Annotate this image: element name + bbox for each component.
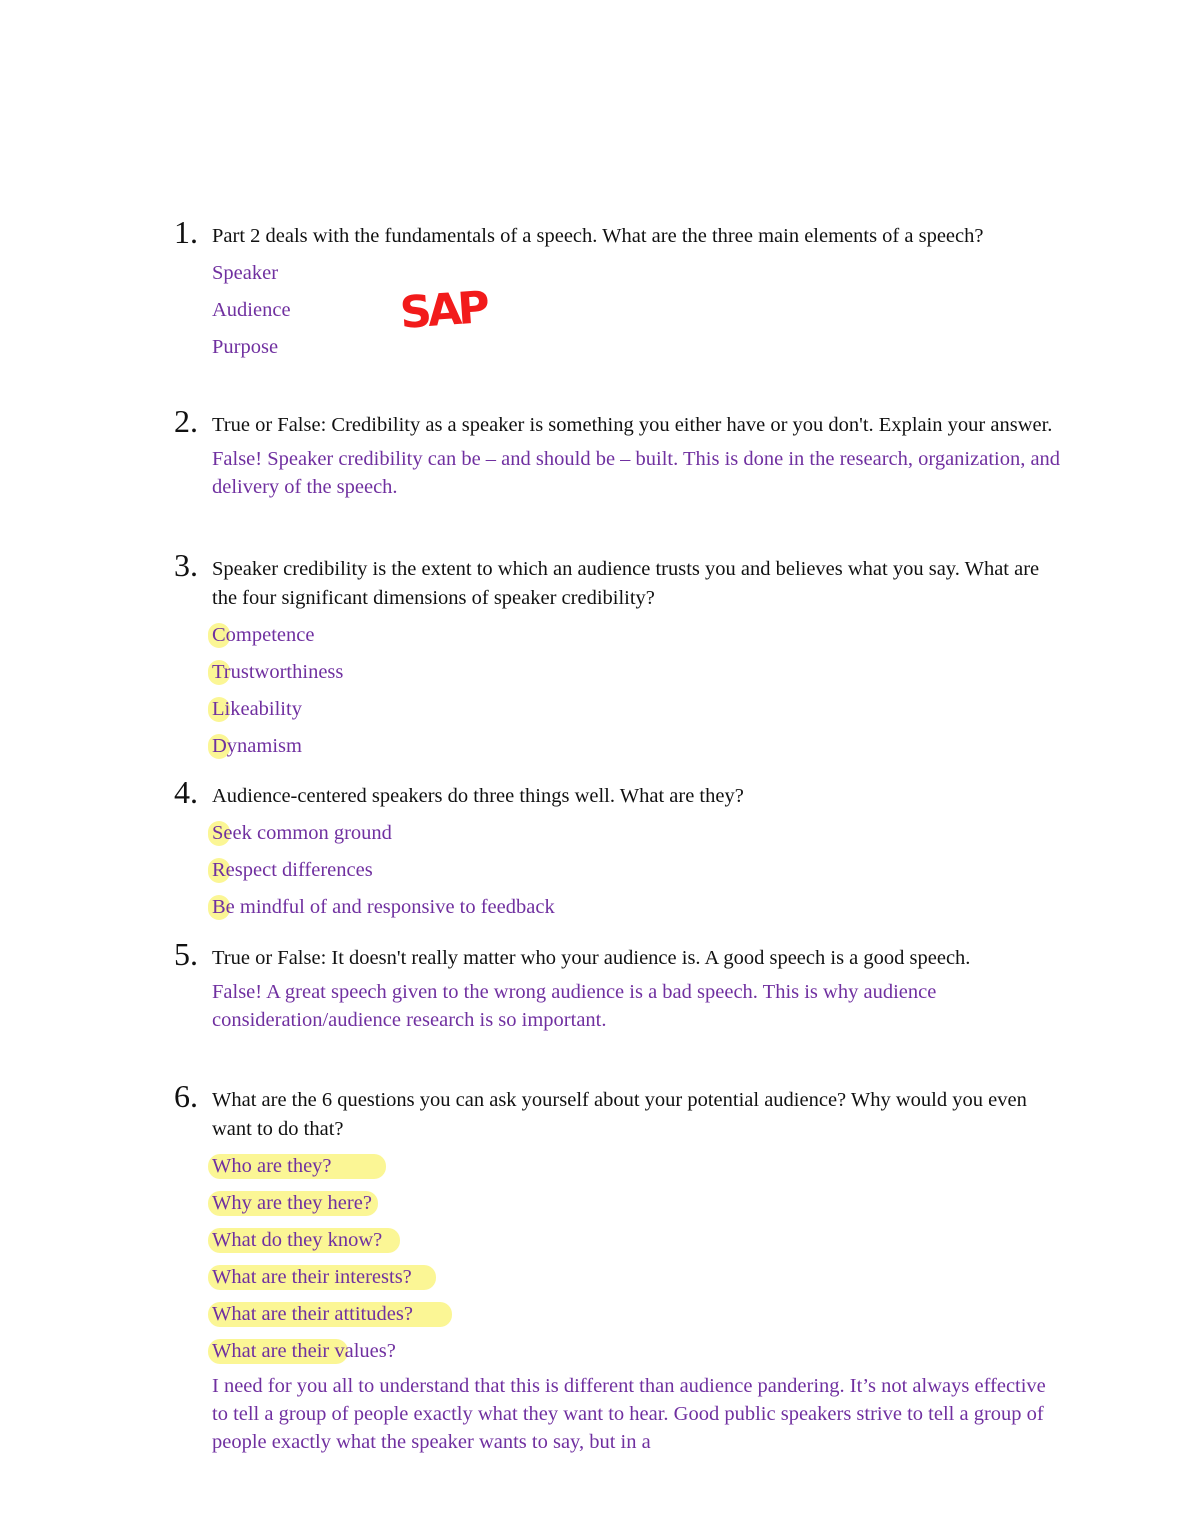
question-text: Audience-centered speakers do three things well. What are they? <box>212 785 744 807</box>
question-number: 1. <box>174 214 198 250</box>
answer-list <box>212 1148 1064 1370</box>
answer-item: What are their interests? <box>212 1259 1064 1296</box>
question-text: True or False: Credibility as a speaker is something you either have or you don't. Explain your answer. <box>212 414 1053 436</box>
answer-item: Be mindful of and responsive to feedback <box>212 889 1064 926</box>
answer-list <box>212 255 1064 366</box>
answer-item: What are their values? <box>212 1333 1064 1370</box>
question-3 <box>174 547 1064 765</box>
question-text: True or False: It doesn't really matter who your audience is. A good speech is a good speech. <box>212 947 971 969</box>
answer-item: What are their attitudes? <box>212 1296 1064 1333</box>
question-5 <box>174 936 1064 1034</box>
answer-item: Why are they here? <box>212 1185 1064 1222</box>
question-number: 5. <box>174 936 198 972</box>
answer-item: Trustworthiness <box>212 654 1064 691</box>
answer-item: Dynamism <box>212 728 1064 765</box>
question-number: 6. <box>174 1078 198 1114</box>
question-4 <box>174 774 1064 926</box>
answer-item: What do they know? <box>212 1222 1064 1259</box>
answer-list <box>212 815 1064 926</box>
question-text: Part 2 deals with the fundamentals of a speech. What are the three main elements of a speech? <box>212 225 984 247</box>
question-text: Speaker credibility is the extent to which an audience trusts you and believes what you say. What are the four significant dimensions of speaker credibility? <box>212 558 1040 609</box>
answer-paragraph: False! A great speech given to the wrong audience is a bad speech. This is why audience consideration/audience research is so important. <box>212 981 937 1031</box>
answer-item: Audience <box>212 299 291 321</box>
answer-item: Likeability <box>212 691 1064 728</box>
answer-item: Seek common ground <box>212 815 1064 852</box>
question-number: 2. <box>174 403 198 439</box>
question-2 <box>174 403 1064 501</box>
answer-item: Speaker <box>212 262 279 284</box>
answer-item: Purpose <box>212 336 279 358</box>
answer-item: Respect differences <box>212 852 1064 889</box>
question-6 <box>174 1078 1064 1456</box>
answer-paragraph: False! Speaker credibility can be – and should be – built. This is done in the research, organization, and delivery of the speech. <box>212 448 1061 498</box>
question-number: 3. <box>174 547 198 583</box>
handwritten-sap-stamp: SAP <box>398 282 488 339</box>
answer-item: Who are they? <box>212 1148 1064 1185</box>
answer-item: Competence <box>212 617 1064 654</box>
answer-paragraph: I need for you all to understand that this is different than audience pandering. It’s not always effective to tell a group of people exactly what they want to hear. Good public speakers strive to tell a group of people exactly what the speaker wants to say, but in a <box>212 1375 1046 1453</box>
answer-list <box>212 617 1064 765</box>
question-1 <box>174 214 1064 366</box>
question-number: 4. <box>174 774 198 810</box>
question-text: What are the 6 questions you can ask yourself about your potential audience? Why would you even want to do that? <box>212 1089 1027 1140</box>
